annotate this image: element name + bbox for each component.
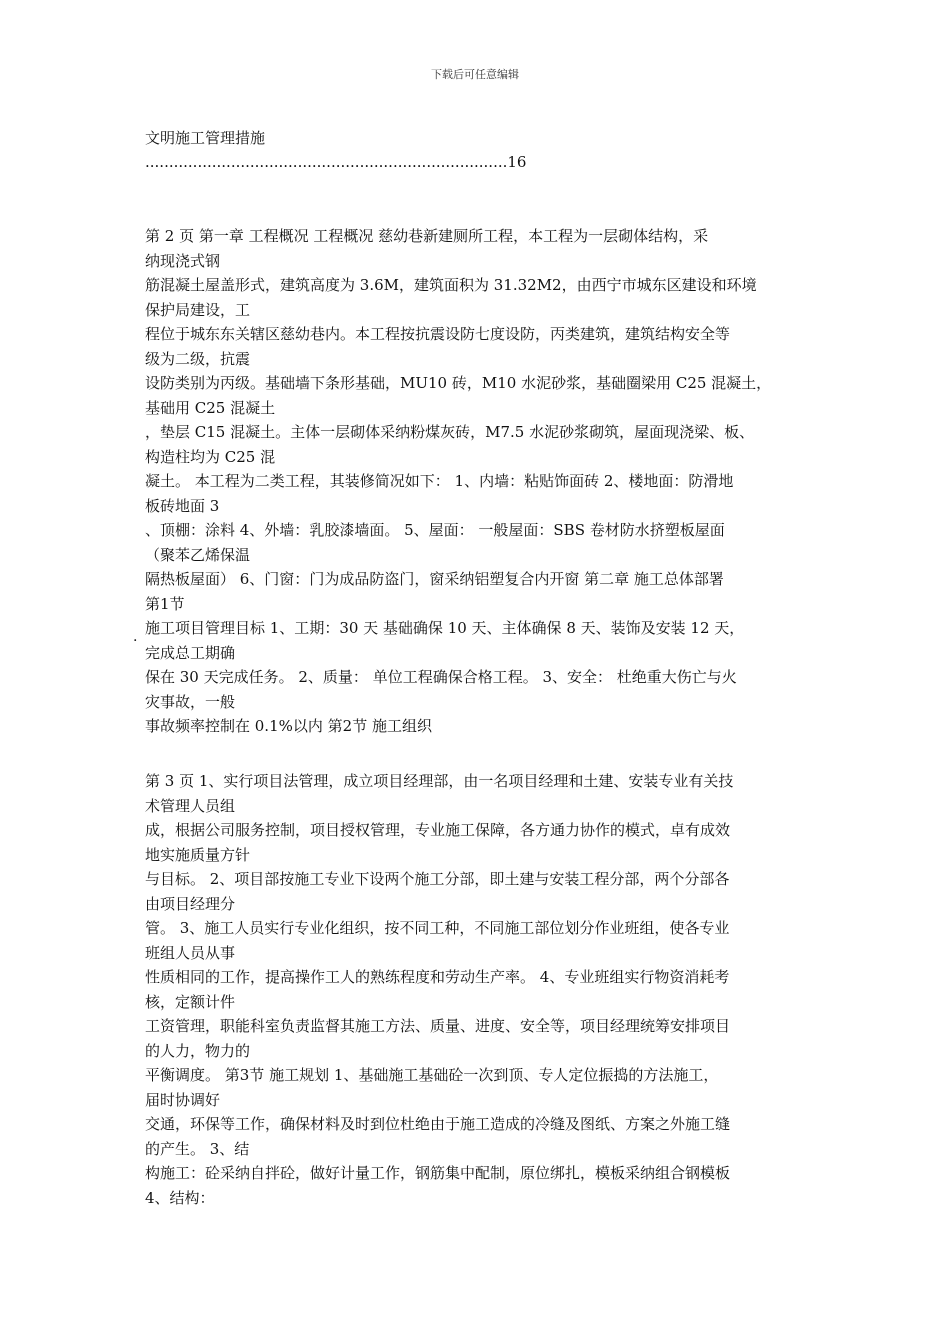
text-line: 第 2 页 第一章 工程概况 工程概况 慈幼巷新建厕所工程，本工程为一层砌体结构，采	[145, 227, 709, 245]
text-line: 4、结构：	[145, 1188, 215, 1207]
text-line: 凝土。 本工程为二类工程，其装修简况如下： 1、内墙：粘贴饰面砖 2、楼地面：防滑地	[145, 472, 734, 490]
page-header: 下载后可任意编辑	[431, 68, 519, 81]
toc-entry-leader: ............................................................................16	[145, 153, 527, 171]
text-line: 地实施质量方针	[145, 845, 251, 864]
text-line: 灾事故，一般	[145, 692, 236, 711]
page2-text-block	[145, 224, 825, 739]
text-line: 的人力，物力的	[145, 1041, 251, 1060]
text-line: 第 3 页 1、实行项目法管理，成立项目经理部，由一名项目经理和土建、安装专业有关技	[145, 772, 734, 790]
text-line: 保护局建设，工	[145, 300, 251, 319]
text-line: 隔热板屋面） 6、门窗：门为成品防盗门，窗采纳铝塑复合内开窗 第二章 施工总体部署	[145, 570, 724, 588]
text-line: 板砖地面 3	[145, 496, 220, 515]
text-line: 、顶棚：涂料 4、外墙：乳胶漆墙面。 5、屋面： 一般屋面：SBS 卷材防水挤塑板屋面	[145, 521, 725, 539]
margin-mark: .	[133, 629, 138, 645]
text-line: 性质相同的工作，提高操作工人的熟练程度和劳动生产率。 4、专业班组实行物资消耗考	[145, 968, 730, 986]
text-line: 施工项目管理目标 1、工期：30 天 基础确保 10 天、主体确保 8 天、装饰及安装 12 天，	[145, 619, 745, 637]
text-line: 筋混凝土屋盖形式，建筑高度为 3.6M，建筑面积为 31.32M2，由西宁市城东区建设和环境	[145, 276, 757, 294]
page3-text-block	[145, 769, 825, 1210]
text-line: 管。 3、施工人员实行专业化组织，按不同工种，不同施工部位划分作业班组，使各专业	[145, 919, 730, 937]
text-line: 纳现浇式钢	[145, 251, 221, 270]
text-line: （聚苯乙烯保温	[145, 545, 251, 564]
text-line: 构施工：砼采纳自拌砼，做好计量工作，钢筋集中配制，原位绑扎，模板采纳组合钢模板	[145, 1164, 731, 1182]
text-line: 第1节	[145, 594, 185, 613]
text-line: 届时协调好	[145, 1090, 221, 1109]
text-line: 基础用 C25 混凝土	[145, 398, 276, 417]
text-line: ，垫层 C15 混凝土。主体一层砌体采纳粉煤灰砖，M7.5 水泥砂浆砌筑，屋面现浇梁、板、	[145, 423, 755, 441]
text-line: 平衡调度。 第3节 施工规划 1、基础施工基础砼一次到顶、专人定位振捣的方法施工，	[145, 1066, 719, 1084]
text-line: 术管理人员组	[145, 796, 236, 815]
text-line: 事故频率控制在 0.1%以内 第2节 施工组织	[145, 717, 432, 735]
text-line: 核，定额计件	[145, 992, 236, 1011]
text-line: 成，根据公司服务控制，项目授权管理，专业施工保障，各方通力协作的模式，卓有成效	[145, 821, 731, 839]
toc-entry-title: 文明施工管理措施	[145, 129, 266, 147]
text-line: 与目标。 2、项目部按施工专业下设两个施工分部，即土建与安装工程分部，两个分部各	[145, 870, 730, 888]
text-line: 交通，环保等工作，确保材料及时到位杜绝由于施工造成的冷缝及图纸、方案之外施工缝	[145, 1115, 731, 1133]
text-line: 设防类别为丙级。基础墙下条形基础，MU10 砖，M10 水泥砂浆，基础圈梁用 C25 混凝土，	[145, 374, 772, 392]
text-line: 完成总工期确	[145, 643, 236, 662]
text-line: 构造柱均为 C25 混	[145, 447, 276, 466]
text-line: 由项目经理分	[145, 894, 236, 913]
text-line: 工资管理，职能科室负责监督其施工方法、质量、进度、安全等，项目经理统筹安排项目	[145, 1017, 731, 1035]
text-line: 级为二级，抗震	[145, 349, 251, 368]
text-line: 的产生。 3、结	[145, 1139, 250, 1158]
text-line: 班组人员从事	[145, 943, 236, 962]
text-line: 程位于城东东关辖区慈幼巷内。本工程按抗震设防七度设防，丙类建筑，建筑结构安全等	[145, 325, 731, 343]
text-line: 保在 30 天完成任务。 2、质量： 单位工程确保合格工程。 3、安全： 杜绝重大伤亡与火	[145, 668, 737, 686]
